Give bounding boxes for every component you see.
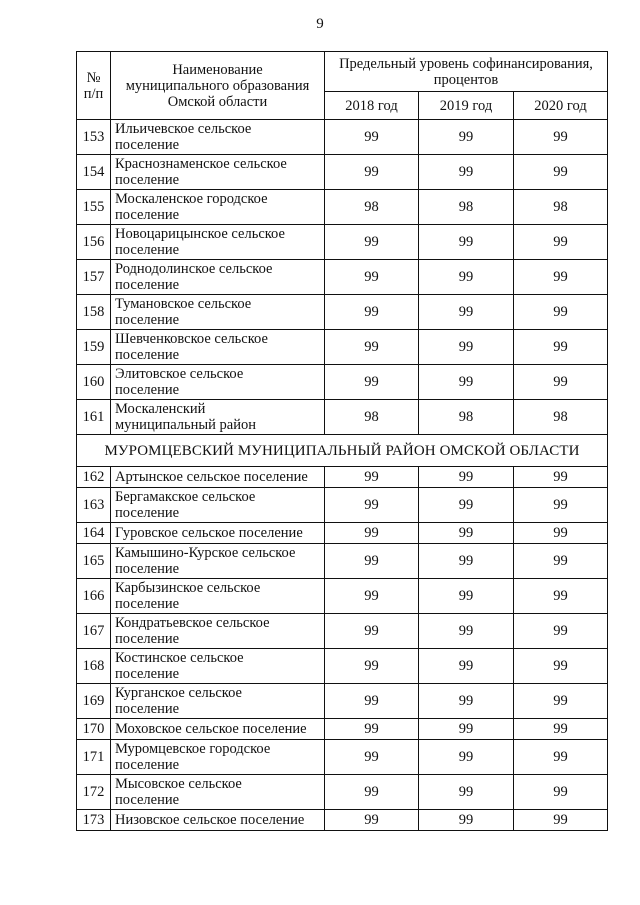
table-row — [77, 120, 608, 155]
value-2020: 99 — [514, 614, 608, 649]
value-2018: 99 — [325, 467, 419, 488]
value-2020: 99 — [514, 684, 608, 719]
value-2018: 99 — [325, 810, 419, 831]
row-name: Элитовское сельское поселение — [111, 365, 325, 400]
row-name: Тумановское сельское поселение — [111, 295, 325, 330]
value-2019: 99 — [419, 330, 514, 365]
row-number: 171 — [77, 740, 111, 775]
value-2018: 99 — [325, 260, 419, 295]
value-2020: 99 — [514, 225, 608, 260]
row-name: Москаленское городское поселение — [111, 190, 325, 225]
row-number: 158 — [77, 295, 111, 330]
value-2019: 99 — [419, 740, 514, 775]
value-2020: 99 — [514, 544, 608, 579]
row-number: 162 — [77, 467, 111, 488]
row-name: Роднодолинское сельское поселение — [111, 260, 325, 295]
value-2020: 99 — [514, 579, 608, 614]
value-2020: 99 — [514, 260, 608, 295]
row-number: 172 — [77, 775, 111, 810]
row-name: Мысовское сельское поселение — [111, 775, 325, 810]
row-number: 166 — [77, 579, 111, 614]
value-2019: 99 — [419, 155, 514, 190]
value-2019: 99 — [419, 684, 514, 719]
row-number: 167 — [77, 614, 111, 649]
row-name: Низовское сельское поселение — [111, 810, 325, 831]
table-row — [77, 365, 608, 400]
value-2019: 99 — [419, 579, 514, 614]
value-2018: 99 — [325, 544, 419, 579]
row-number: 168 — [77, 649, 111, 684]
table-row — [77, 579, 608, 614]
row-number: 153 — [77, 120, 111, 155]
table-row — [77, 544, 608, 579]
value-2018: 99 — [325, 225, 419, 260]
value-2019: 99 — [419, 365, 514, 400]
row-number: 159 — [77, 330, 111, 365]
header-year-2018: 2018 год — [325, 92, 419, 120]
value-2020: 99 — [514, 775, 608, 810]
table-row — [77, 810, 608, 831]
table-body — [77, 120, 608, 831]
row-name: Курганское сельское поселение — [111, 684, 325, 719]
value-2018: 99 — [325, 614, 419, 649]
value-2018: 99 — [325, 775, 419, 810]
row-name: Артынское сельское поселение — [111, 467, 325, 488]
value-2018: 99 — [325, 579, 419, 614]
row-name: Муромцевское городское поселение — [111, 740, 325, 775]
value-2019: 99 — [419, 614, 514, 649]
value-2019: 99 — [419, 523, 514, 544]
value-2019: 99 — [419, 810, 514, 831]
row-number: 154 — [77, 155, 111, 190]
row-name: Кондратьевское сельское поселение — [111, 614, 325, 649]
value-2020: 99 — [514, 467, 608, 488]
value-2020: 98 — [514, 190, 608, 225]
value-2020: 99 — [514, 120, 608, 155]
row-number: 156 — [77, 225, 111, 260]
value-2019: 99 — [419, 775, 514, 810]
header-number: № п/п — [77, 52, 111, 120]
row-name: Краснознаменское сельское поселение — [111, 155, 325, 190]
value-2018: 99 — [325, 330, 419, 365]
value-2019: 99 — [419, 295, 514, 330]
row-number: 155 — [77, 190, 111, 225]
header-level: Предельный уровень софинансирования, процентов — [325, 52, 608, 92]
value-2019: 99 — [419, 467, 514, 488]
table-row — [77, 775, 608, 810]
table-row — [77, 719, 608, 740]
table-row — [77, 740, 608, 775]
value-2019: 99 — [419, 120, 514, 155]
value-2020: 99 — [514, 488, 608, 523]
table-row — [77, 330, 608, 365]
value-2020: 99 — [514, 295, 608, 330]
value-2020: 99 — [514, 810, 608, 831]
table-row — [77, 400, 608, 435]
section-title: МУРОМЦЕВСКИЙ МУНИЦИПАЛЬНЫЙ РАЙОН ОМСКОЙ ОБЛАСТИ — [77, 435, 608, 467]
row-number: 161 — [77, 400, 111, 435]
header-name: Наименование муниципального образования Омской области — [111, 52, 325, 120]
value-2020: 98 — [514, 400, 608, 435]
row-number: 164 — [77, 523, 111, 544]
row-name: Камышино-Курское сельское поселение — [111, 544, 325, 579]
row-number: 165 — [77, 544, 111, 579]
table-row — [77, 649, 608, 684]
row-number: 163 — [77, 488, 111, 523]
value-2019: 99 — [419, 225, 514, 260]
row-number: 169 — [77, 684, 111, 719]
row-name: Шевченковское сельское поселение — [111, 330, 325, 365]
table-row — [77, 155, 608, 190]
value-2018: 99 — [325, 523, 419, 544]
row-number: 170 — [77, 719, 111, 740]
value-2019: 98 — [419, 400, 514, 435]
value-2019: 99 — [419, 649, 514, 684]
cofinancing-table — [76, 51, 608, 831]
row-name: Гуровское сельское поселение — [111, 523, 325, 544]
value-2018: 98 — [325, 400, 419, 435]
row-number: 157 — [77, 260, 111, 295]
value-2019: 99 — [419, 260, 514, 295]
table-row — [77, 684, 608, 719]
value-2018: 99 — [325, 740, 419, 775]
page-number: 9 — [316, 16, 324, 32]
value-2018: 99 — [325, 684, 419, 719]
value-2018: 99 — [325, 488, 419, 523]
table-row — [77, 523, 608, 544]
table-row — [77, 488, 608, 523]
table-row — [77, 260, 608, 295]
row-name: Москаленский муниципальный район — [111, 400, 325, 435]
value-2018: 99 — [325, 295, 419, 330]
table-row — [77, 225, 608, 260]
table-row — [77, 190, 608, 225]
value-2020: 99 — [514, 155, 608, 190]
value-2019: 99 — [419, 544, 514, 579]
row-name: Карбызинское сельское поселение — [111, 579, 325, 614]
value-2020: 99 — [514, 719, 608, 740]
row-name: Новоцарицынское сельское поселение — [111, 225, 325, 260]
row-name: Костинское сельское поселение — [111, 649, 325, 684]
row-number: 160 — [77, 365, 111, 400]
table-row — [77, 295, 608, 330]
value-2018: 99 — [325, 649, 419, 684]
header-year-2020: 2020 год — [514, 92, 608, 120]
table-row — [77, 467, 608, 488]
value-2020: 99 — [514, 649, 608, 684]
value-2020: 99 — [514, 365, 608, 400]
row-name: Моховское сельское поселение — [111, 719, 325, 740]
table-row — [77, 614, 608, 649]
value-2020: 99 — [514, 740, 608, 775]
value-2019: 99 — [419, 488, 514, 523]
value-2018: 99 — [325, 120, 419, 155]
value-2018: 99 — [325, 719, 419, 740]
header-year-2019: 2019 год — [419, 92, 514, 120]
row-name: Ильичевское сельское поселение — [111, 120, 325, 155]
section-row — [77, 435, 608, 467]
value-2018: 99 — [325, 155, 419, 190]
row-name: Бергамакское сельское поселение — [111, 488, 325, 523]
value-2019: 99 — [419, 719, 514, 740]
row-number: 173 — [77, 810, 111, 831]
value-2020: 99 — [514, 330, 608, 365]
value-2018: 99 — [325, 365, 419, 400]
value-2020: 99 — [514, 523, 608, 544]
value-2018: 98 — [325, 190, 419, 225]
value-2019: 98 — [419, 190, 514, 225]
